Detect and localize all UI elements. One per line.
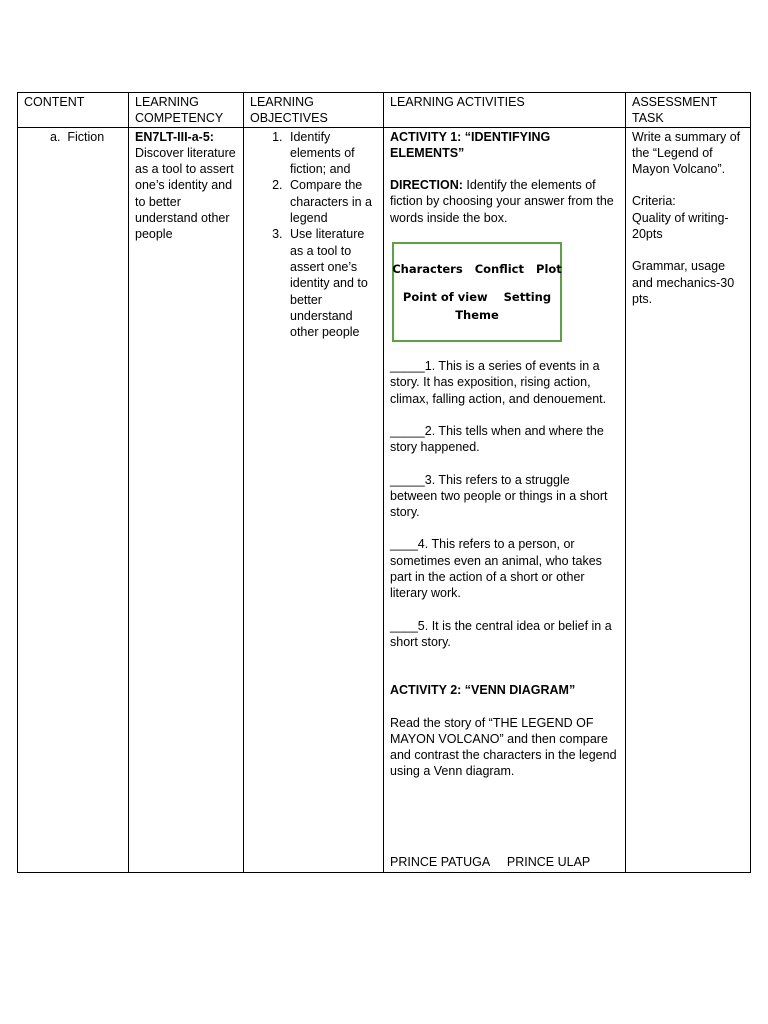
activity1-title: ACTIVITY 1: “IDENTIFYING ELEMENTS” [390, 129, 551, 160]
objectives-list [250, 129, 377, 341]
activity1-items [390, 358, 619, 650]
choices-box [392, 242, 562, 342]
direction-text: Identify the elements of fiction by choosing your answer from the words inside the box. [390, 178, 614, 225]
objective-item: 1. Identify elements of fiction; and [286, 129, 377, 178]
choices-line-2: Point of view Setting [402, 290, 552, 305]
venn-character-names: PRINCE PATUGA PRINCE ULAP [390, 854, 591, 869]
competency-code: EN7LT-III-a-5: [135, 129, 214, 144]
header-content: CONTENT [18, 93, 129, 128]
competency-text: Discover literature as a tool to assert one’s identity and to better understand other people [135, 145, 236, 242]
activities-cell [384, 127, 626, 872]
header-activities: LEARNING ACTIVITIES [384, 93, 626, 128]
direction-label: DIRECTION: [390, 178, 463, 193]
lesson-plan-table [17, 92, 751, 873]
content-marker: a. [50, 129, 61, 144]
assessment-task: Write a summary of the “Legend of Mayon Volcano”. [632, 129, 741, 177]
question-item: ____4. This refers to a person, or sometimes even an animal, who takes part in the action of a short or other literary work. [390, 537, 602, 601]
question-item: _____2. This tells when and where the story happened. [390, 423, 604, 455]
objective-item: 3. Use literature as a tool to assert one’s identity and to better understand other people [286, 226, 377, 340]
content-text: Fiction [67, 129, 105, 144]
criterion-2: Grammar, usage and mechanics-30 pts. [632, 259, 735, 306]
objective-item: 2. Compare the characters in a legend [286, 177, 377, 226]
criterion-1: Quality of writing-20pts [632, 210, 729, 242]
objectives-cell [244, 127, 384, 872]
activity2-title: ACTIVITY 2: “VENN DIAGRAM” [390, 683, 576, 698]
choices-line-1: Characters Conflict Plot [392, 262, 562, 277]
assessment-cell [626, 127, 751, 872]
choices-line-3: Theme [455, 308, 499, 323]
table-body-row [18, 127, 751, 872]
header-objectives: LEARNING OBJECTIVES [244, 93, 384, 128]
activity2-text: Read the story of “THE LEGEND OF MAYON VOLCANO” and then compare and contrast the characters in the legend using a Venn diagram. [390, 715, 617, 779]
competency-cell [129, 127, 244, 872]
criteria-label: Criteria: [632, 194, 676, 209]
header-assessment: ASSESSMENT TASK [626, 93, 751, 128]
question-item: _____3. This refers to a struggle between two people or things in a short story. [390, 472, 608, 520]
content-cell [18, 127, 129, 872]
header-competency: LEARNING COMPETENCY [129, 93, 244, 128]
question-item: ____5. It is the central idea or belief in a short story. [390, 618, 612, 649]
question-item: _____1. This is a series of events in a story. It has exposition, rising action, climax, falling action, and denouement. [390, 359, 607, 406]
activity1-direction [390, 177, 619, 226]
table-header-row [18, 93, 751, 128]
